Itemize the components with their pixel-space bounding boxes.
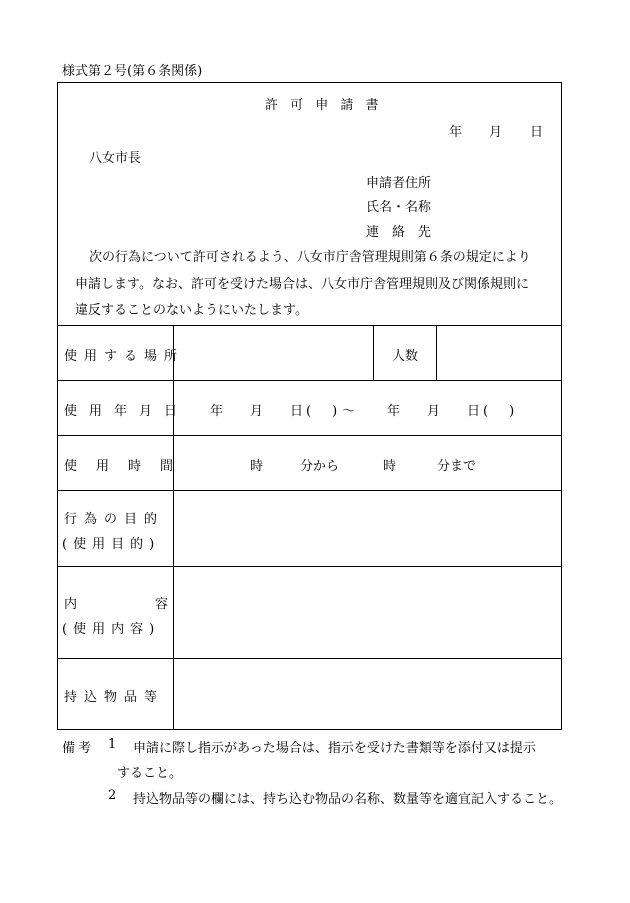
row-rule-1 xyxy=(57,380,562,381)
addressee: 八女市長 xyxy=(89,151,142,166)
label-column-divider xyxy=(173,325,174,730)
row-rule-3 xyxy=(57,490,562,491)
start-year-label: 年 xyxy=(210,404,224,419)
content-label-start: 内 xyxy=(64,597,78,612)
purpose-field[interactable] xyxy=(175,492,560,564)
statement-line-3: 違反することのないようにいたします。 xyxy=(75,303,308,318)
applicant-name-label: 氏名・名称 xyxy=(366,200,432,215)
location-field[interactable] xyxy=(175,327,371,378)
persons-label-divider-right xyxy=(436,325,437,380)
start-minute-label: 分から xyxy=(300,459,340,474)
dates-label: 使用年月日 xyxy=(64,404,190,419)
end-month-label: 月 xyxy=(427,404,441,419)
content-field[interactable] xyxy=(175,568,560,656)
note-1-text: 申請に際し指示があった場合は、指示を受けた書類等を添付又は提示 xyxy=(133,741,536,756)
end-hour-label: 時 xyxy=(383,459,397,474)
start-day-label: 日 xyxy=(290,404,304,419)
date-month-label: 月 xyxy=(489,125,503,140)
purpose-sublabel: (使用目的) xyxy=(62,537,161,552)
form-title: 許 可 申 請 書 xyxy=(265,98,383,113)
row-rule-5 xyxy=(57,658,562,659)
purpose-label: 行為の目的 xyxy=(64,512,165,527)
persons-label-divider-left xyxy=(373,325,374,380)
row-rule-4 xyxy=(57,566,562,567)
end-year-label: 年 xyxy=(387,404,401,419)
end-day-label: 日 xyxy=(467,404,481,419)
start-hour-label: 時 xyxy=(250,459,264,474)
end-weekday: ( ) xyxy=(483,404,519,419)
start-month-label: 月 xyxy=(250,404,264,419)
content-sublabel: (使用内容) xyxy=(62,622,161,637)
time-label: 使用時間 xyxy=(64,459,193,474)
note-1-text-continued: すること。 xyxy=(117,766,183,781)
items-field[interactable] xyxy=(175,660,560,728)
date-day-label: 日 xyxy=(530,125,544,140)
note-2-number: 2 xyxy=(108,788,117,803)
items-label: 持込物品等 xyxy=(64,690,165,705)
table-top-rule xyxy=(57,325,562,326)
applicant-contact-label: 連 絡 先 xyxy=(366,225,432,240)
notes-heading: 備考 xyxy=(62,741,95,756)
persons-field[interactable] xyxy=(438,327,560,378)
note-1-number: 1 xyxy=(108,737,117,752)
note-2-text: 持込物品等の欄には、持ち込む物品の名称、数量等を適宜記入すること。 xyxy=(133,792,563,807)
persons-label: 人数 xyxy=(392,349,419,364)
date-range-separator: ～ xyxy=(342,404,356,419)
content-label-end: 容 xyxy=(155,597,169,612)
row-rule-2 xyxy=(57,435,562,436)
start-weekday: ( ) xyxy=(306,404,342,419)
location-label: 使用する場所 xyxy=(64,349,185,364)
statement-line-2: 申請します。なお、許可を受けた場合は、八女市庁舎管理規則及び関係規則に xyxy=(75,277,529,292)
form-number: 様式第２号(第６条関係) xyxy=(62,64,203,79)
date-year-label: 年 xyxy=(449,125,463,140)
statement-line-1: 次の行為について許可されるよう、八女市庁舎管理規則第６条の規定により xyxy=(89,250,531,265)
end-minute-label: 分まで xyxy=(437,459,477,474)
applicant-address-label: 申請者住所 xyxy=(366,176,432,191)
